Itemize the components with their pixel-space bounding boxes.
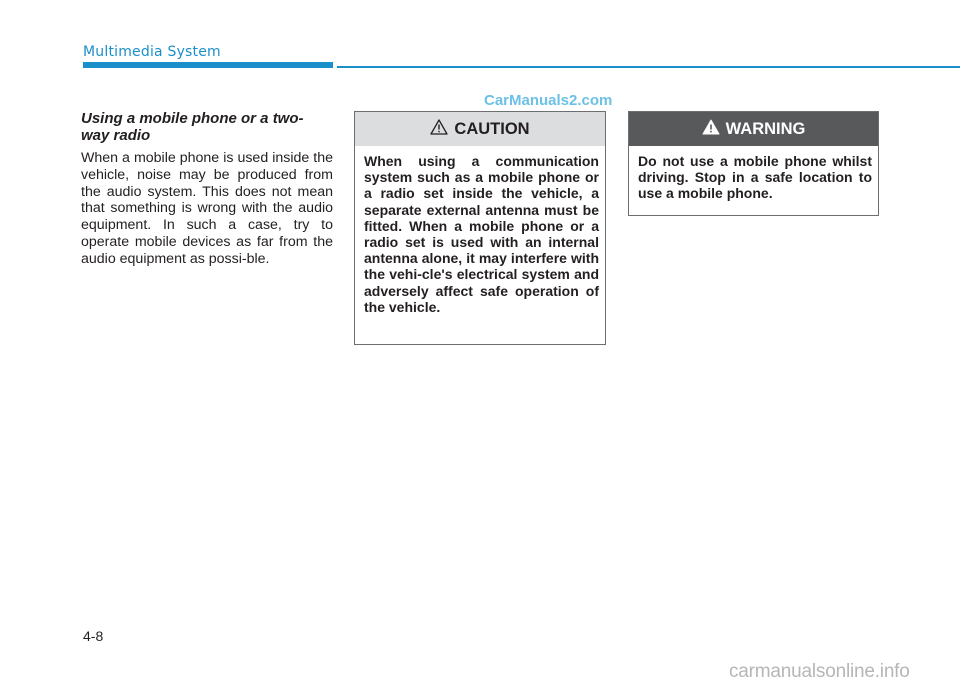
header-rule-thick	[83, 62, 333, 68]
article-body: When a mobile phone is used inside the vehicle, noise may be produced from the audio system. This does not mean that something is wrong with the audio equipment. In such a case, try to operate mobile devices as far from the audio equipment as possi-ble.	[81, 150, 333, 267]
caution-header	[355, 112, 605, 146]
warning-triangle-icon	[702, 119, 726, 140]
page-number: 4-8	[83, 628, 104, 644]
caution-triangle-icon	[430, 119, 454, 140]
warning-title: WARNING	[725, 119, 806, 138]
caution-title: CAUTION	[454, 119, 530, 138]
watermark-top: CarManuals2.com	[484, 92, 613, 109]
watermark-bottom: carmanualsonline.info	[729, 661, 910, 682]
header-rule-thin	[337, 66, 960, 68]
warning-header	[629, 112, 878, 146]
warning-box	[628, 111, 879, 216]
warning-text: Do not use a mobile phone whilst driving. Stop in a safe location to use a mobile phone.	[638, 153, 872, 202]
caution-text: When using a communication system such as a mobile phone or a radio set inside the vehicle, a separate external antenna must be fitted. When a mobile phone or a radio set is used with an internal antenna alone, it may interfere with the vehi-cle's electrical system and adversely affect safe operation of the vehicle.	[364, 153, 599, 315]
section-title: Multimedia System	[83, 44, 221, 60]
caution-box	[354, 111, 606, 345]
article-heading: Using a mobile phone or a two-way radio	[81, 110, 304, 144]
